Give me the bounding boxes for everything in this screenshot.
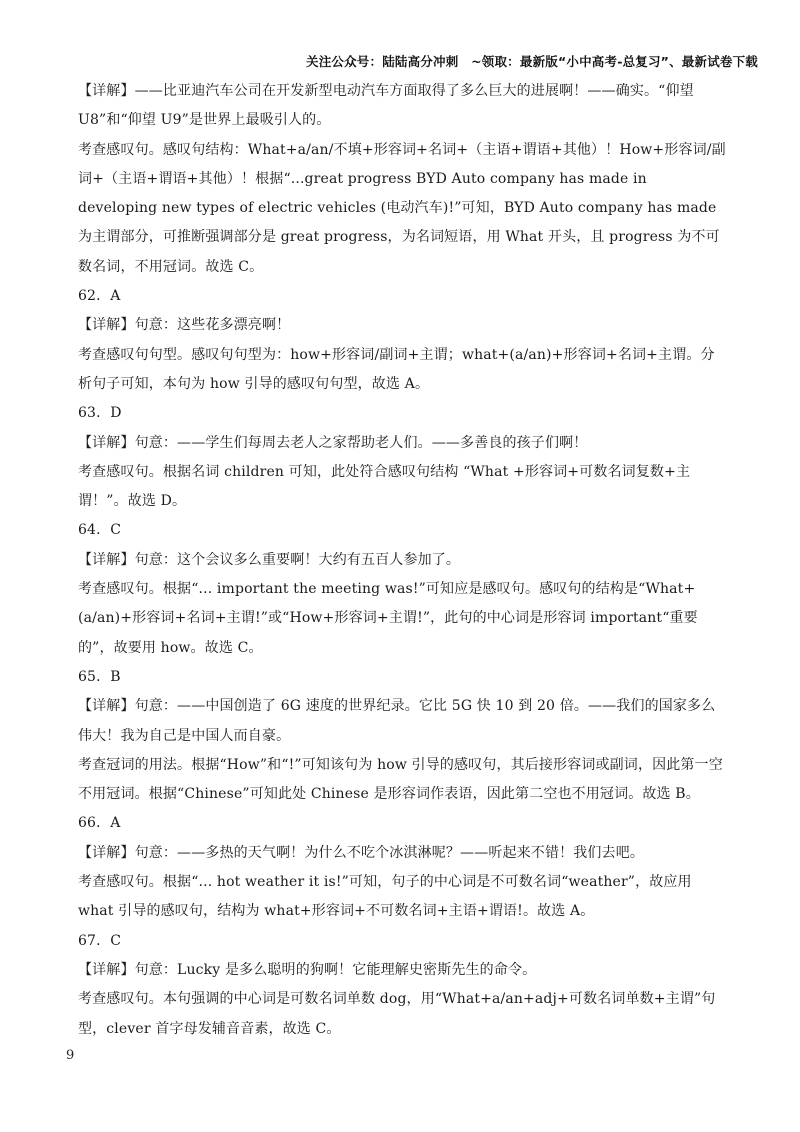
explanation-paragraph: 【详解】——比亚迪汽车公司在开发新型电动汽车方面取得了多么巨大的进展啊！——确实。“仰望 U8”和“仰望 U9”是世界上最吸引人的。 xyxy=(78,83,694,129)
answer-item-61 xyxy=(78,77,726,282)
explanation-paragraph: 考查感叹句。根据“... hot weather it is!”可知，句子的中心词是不可数名词“weather”，故应用 what 引导的感叹句，结构为 what+形容词+不可数名词+主语+谓语!。故选 A。 xyxy=(78,874,692,920)
explanation-paragraph: 考查冠词的用法。根据“How”和“!”可知该句为 how 引导的感叹句，其后接形容词或副词，因此第一空不用冠词。根据“Chinese”可知此处 Chinese 是形容词作表语，因此第二空也不用冠词。故选 B。 xyxy=(78,756,723,803)
explanation-paragraph: 【详解】句意：——学生们每周去老人之家帮助老人们。——多善良的孩子们啊！ xyxy=(78,434,588,451)
document-body xyxy=(78,77,726,1044)
question-number: 67．C xyxy=(78,932,122,949)
explanation-paragraph: 考查感叹句。感叹句结构：What+a/an/不填+形容词+名词+（主语+谓语+其他）！How+形容词/副词+（主语+谓语+其他）！根据“...great progress BYD Auto company has made in developing new types of electric vehicles (电动汽车)!”可知，BYD Auto company has made 为主谓部分，可推断强调部分是 great progress，为名词短语，用 What 开头，且 progress 为不可数名词，不用冠词。故选 C。 xyxy=(78,141,726,275)
question-number: 63．D xyxy=(78,405,122,422)
answer-item-62 xyxy=(78,282,726,399)
question-number: 62．A xyxy=(78,288,121,305)
answer-item-67 xyxy=(78,927,726,1044)
explanation-paragraph: 考查感叹句。本句强调的中心词是可数名词单数 dog，用“What+a/an+adj+可数名词单数+主谓”句型，clever 首字母发辅音音素，故选 C。 xyxy=(78,991,716,1037)
explanation-paragraph: 【详解】句意：——多热的天气啊！为什么不吃个冰淇淋呢？——听起来不错！我们去吧。 xyxy=(78,844,644,861)
answer-item-64 xyxy=(78,516,726,662)
question-number: 65．B xyxy=(78,668,121,685)
explanation-paragraph: 【详解】句意：这个会议多么重要啊！大约有五百人参加了。 xyxy=(78,551,461,568)
explanation-paragraph: 【详解】句意：这些花多漂亮啊！ xyxy=(78,317,291,334)
answer-item-63 xyxy=(78,399,726,516)
explanation-paragraph: 考查感叹句。根据“... important the meeting was!”可知应是感叹句。感叹句的结构是“What+(a/an)+形容词+名词+主谓!”或“How+形容词+主谓!”，此句的中心词是形容词 important“重要的”，故要用 how。故选 C。 xyxy=(78,581,698,656)
answer-item-66 xyxy=(78,809,726,926)
page-number: 9 xyxy=(66,1048,75,1063)
answer-item-65 xyxy=(78,663,726,809)
explanation-paragraph: 考查感叹句句型。感叹句句型为：how+形容词/副词+主谓；what+(a/an)+形容词+名词+主谓。分析句子可知，本句为 how 引导的感叹句句型，故选 A。 xyxy=(78,346,715,392)
explanation-paragraph: 【详解】句意：——中国创造了 6G 速度的世界纪录。它比 5G 快 10 到 20 倍。——我们的国家多么伟大！我为自己是中国人而自豪。 xyxy=(78,698,716,744)
question-number: 66．A xyxy=(78,815,121,832)
question-number: 64．C xyxy=(78,522,122,539)
page-header: 关注公众号：陆陆高分冲刺 ~领取：最新版“小中高考-总复习”、最新试卷下载 xyxy=(306,54,758,69)
explanation-paragraph: 【详解】句意：Lucky 是多么聪明的狗啊！它能理解史密斯先生的命令。 xyxy=(78,961,537,978)
explanation-paragraph: 考查感叹句。根据名词 children 可知，此处符合感叹句结构 “What +形容词+可数名词复数+主谓！”。故选 D。 xyxy=(78,463,691,510)
